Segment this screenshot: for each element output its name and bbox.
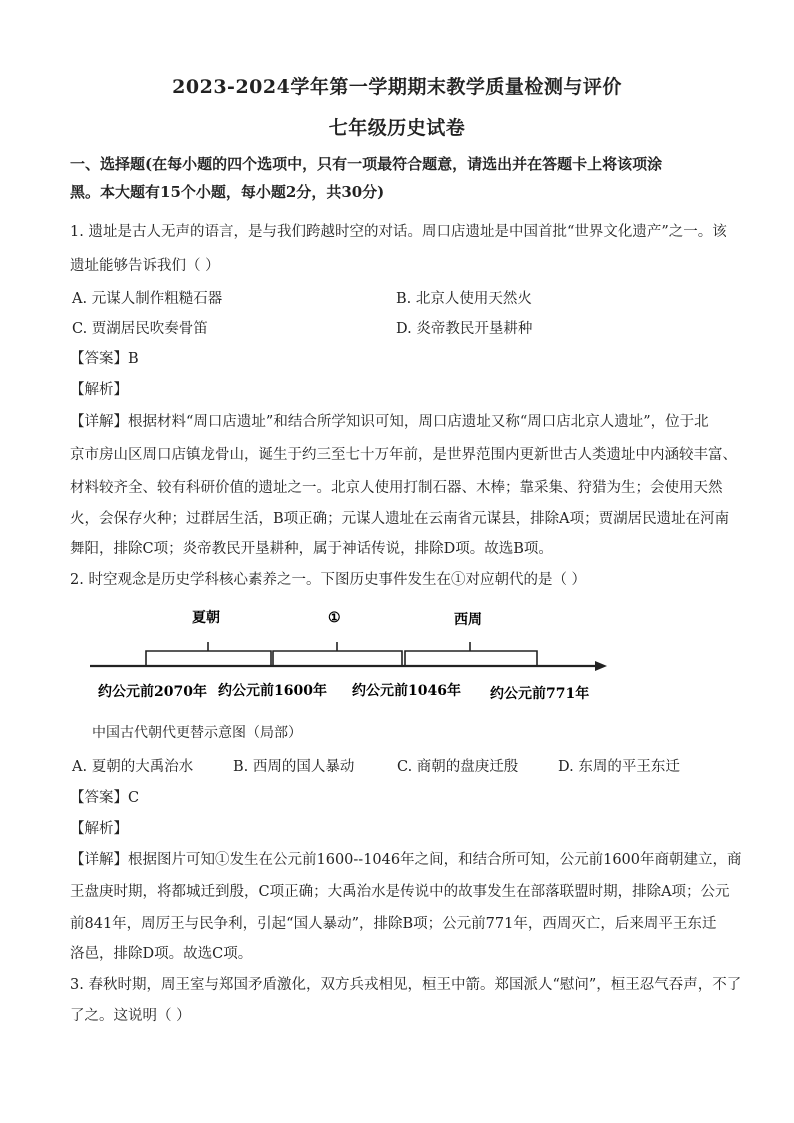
- q2-detail-line: 前841年，周厉王与民争利，引起“国人暴动”，排除B项；公元前771年，西周灭亡，后来周平王东迁: [70, 916, 717, 932]
- q3-stem-line1: 3. 春秋时期，周王室与郑国矛盾激化，双方兵戎相见，桓王中箭。郑国派人“慰问”，桓王忍气吞声，不了: [70, 977, 742, 993]
- section-heading-line2: 黑。本大题有15个小题，每小题2分，共30分): [70, 183, 385, 201]
- label-period-1: ①: [328, 610, 341, 626]
- q1-option-a: A. 元谋人制作粗糙石器: [72, 291, 223, 307]
- label-xia: 夏朝: [192, 610, 220, 626]
- exam-subtitle: 七年级历史试卷: [328, 117, 466, 139]
- xizhou-bracket: [405, 651, 537, 666]
- q1-detail-line: 材料较齐全、较有科研价值的遗址之一。北京人使用打制石器、木棒；靠采集、狩猎为生；会使用天然: [70, 480, 723, 496]
- section-heading-line1: 一、选择题(在每小题的四个选项中，只有一项最符合题意，请选出并在答题卡上将该项涂: [70, 155, 663, 173]
- q1-option-b: B. 北京人使用天然火: [396, 291, 532, 307]
- date-label: 约公元前1046年: [352, 683, 461, 699]
- q1-stem-line1: 1. 遗址是古人无声的语言，是与我们跨越时空的对话。周口店遗址是中国首批“世界文化遗产”之一。该: [70, 224, 727, 240]
- period-1-bracket: [273, 651, 402, 666]
- q2-option-d: D. 东周的平王东迁: [558, 759, 680, 775]
- timeline-arrowhead: [595, 661, 607, 671]
- q2-detail-line: 【详解】根据图片可知①发生在公元前1600--1046年之间，和结合所可知，公元前1600年商朝建立，商: [70, 852, 742, 868]
- q2-answer: 【答案】C: [70, 790, 140, 806]
- q2-stem: 2. 时空观念是历史学科核心素养之一。下图历史事件发生在①对应朝代的是（ ）: [70, 572, 587, 588]
- q3-stem-line2: 了之。这说明（ ）: [70, 1008, 191, 1024]
- q2-option-c: C. 商朝的盘庚迁殷: [397, 759, 519, 775]
- date-label: 约公元前2070年: [98, 684, 207, 700]
- q2-detail-line: 洛邑，排除D项。故选C项。: [70, 946, 253, 962]
- q1-option-c: C. 贾湖居民吹奏骨笛: [72, 321, 208, 337]
- date-label: 约公元前771年: [490, 686, 590, 702]
- q2-detail-line: 王盘庚时期，将都城迁到殷，C项正确；大禹治水是传说中的故事发生在部落联盟时期，排除A项；公元: [70, 884, 730, 900]
- q2-analysis-label: 【解析】: [70, 821, 128, 837]
- q2-option-a: A. 夏朝的大禹治水: [72, 759, 194, 775]
- q1-option-d: D. 炎帝教民开垦耕种: [396, 321, 533, 337]
- q1-detail-line: 【详解】根据材料“周口店遗址”和结合所学知识可知，周口店遗址又称“周口店北京人遗址”，位于北: [70, 414, 709, 430]
- q1-detail-line: 舞阳，排除C项；炎帝教民开垦耕种，属于神话传说，排除D项。故选B项。: [70, 541, 553, 557]
- exam-title: 2023-2024学年第一学期期末教学质量检测与评价: [172, 76, 622, 98]
- xia-bracket: [146, 651, 271, 666]
- date-label: 约公元前1600年: [218, 683, 327, 699]
- q1-stem-line2: 遗址能够告诉我们（ ）: [70, 258, 220, 274]
- timeline-diagram: [80, 598, 620, 716]
- q1-detail-line: 京市房山区周口店镇龙骨山，诞生于约三至七十万年前，是世界范围内更新世古人类遗址中内涵较丰富、: [70, 447, 737, 463]
- label-xizhou: 西周: [454, 612, 482, 628]
- timeline-caption: 中国古代朝代更替示意图（局部）: [92, 725, 302, 741]
- q1-answer: 【答案】B: [70, 351, 139, 367]
- q1-analysis-label: 【解析】: [70, 382, 128, 398]
- q1-detail-line: 火，会保存火种；过群居生活，B项正确；元谋人遗址在云南省元谋县，排除A项；贾湖居民遗址在河南: [70, 511, 730, 527]
- q2-option-b: B. 西周的国人暴动: [233, 759, 355, 775]
